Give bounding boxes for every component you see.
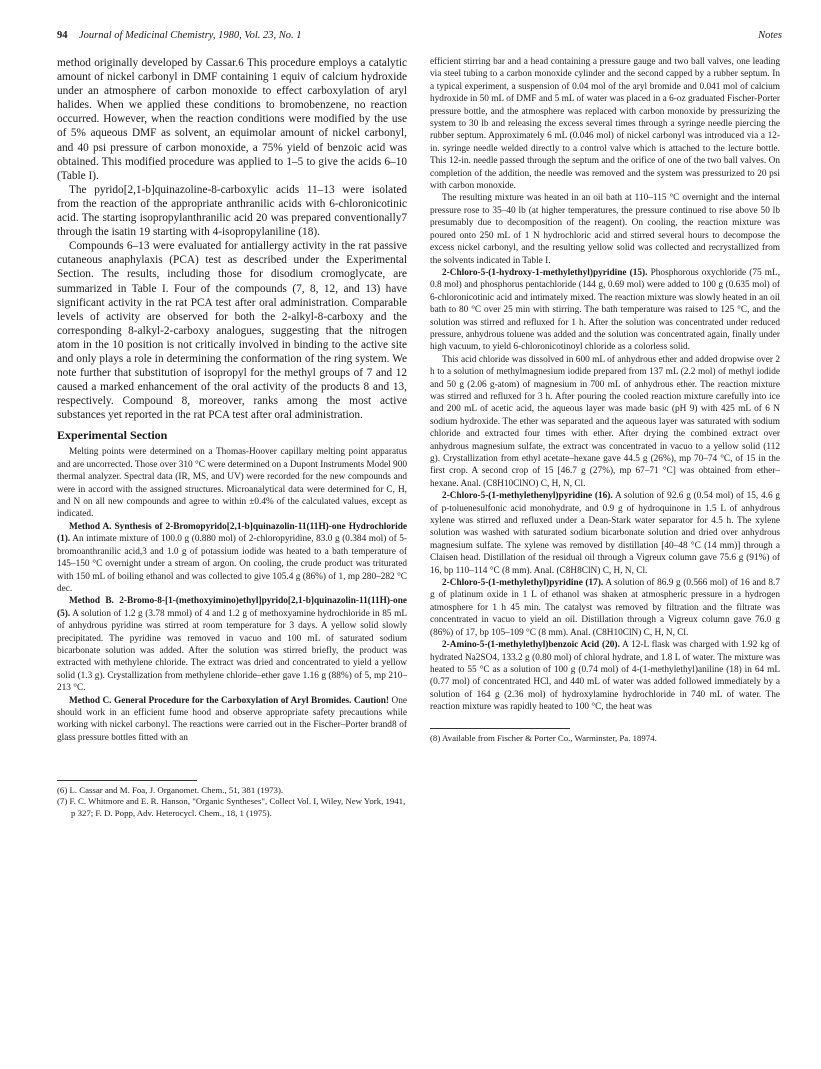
footnote-rule (430, 728, 570, 729)
section-label: Notes (758, 30, 782, 41)
method-b-text: A solution of 1.2 g (3.78 mmol) of 4 and 1.2 g of methoxyamine hydrochloride in 85 mL of anhydrous pyridine was stirred at room temperature for 3 days. A yellow solid slowly precipitated. The pyridine was removed in vacuo and 100 mL of saturated sodium bicarbonate solution was added. After the solution was stirred briefly, the product was extracted with methylene chloride. The extract was dried and concentrated to yield a yellow solid (1.3 g). Crystallization from methylene chloride–ether gave 1.16 g (88%) of 5, mp 210–213 °C. (57, 608, 407, 694)
compound-20-paragraph (430, 639, 780, 713)
compound-15-text: Phosphorous oxychloride (75 mL, 0.8 mol) and phosphorus pentachloride (144 g, 0.69 mol) were added to 100 g (0.635 mol) of 6-chloronicotinic acid and intimately mixed. The reaction mixture was slowly heated in an oil bath to 80 °C over 25 min with stirring. The bath temperature was raised to 125 °C, and the solution was stirred and refluxed for 1 h. After the solution was concentrated under reduced pressure, anhydrous toluene was added and the solution was concentrated again, finally under high vacuum, to yield 6-chloronicotinoyl chloride as a colorless solid. (430, 267, 780, 353)
compound-17-paragraph (430, 577, 780, 639)
compound-15-paragraph (430, 267, 780, 354)
paragraph: The resulting mixture was heated in an oil bath at 110–115 °C overnight and the internal pressure rose to 35–40 lb (at higher temperatures, the pressure continued to rise above 50 lb presumably due to decomposition of the reagent). On cooling, the reaction mixture was poured onto 250 mL of 1 N hydrochloric acid and stirred several hours to decompose the excess nickel carbonyl, and the resulting yellow solid was collected and recrystallized from the solvents indicated in Table I. (430, 193, 780, 266)
method-b-paragraph (57, 595, 407, 694)
method-a-paragraph (57, 521, 407, 595)
compound-17-title: 2-Chloro-5-(1-methylethyl)pyridine (17). (442, 578, 604, 589)
right-column (430, 56, 780, 1051)
page-number: 94 (57, 30, 68, 41)
section-heading: Experimental Section (57, 428, 168, 443)
method-b-title: Method B. 2-Bromo-8-[1-(methoxyimino)ethyl]pyrido[2,1-b]quinazolin-11(11H)-one (5). (57, 596, 407, 619)
paragraph: efficient stirring bar and a head containing a pressure gauge and two ball valves, one leading via steel tubing to a carbon monoxide cylinder and the second capped by a rubber septum. In a typical experiment, a suspension of 0.04 mol of the aryl bromide and 0.041 mol of calcium hydroxide in 50 mL of DMF and 5 mL of water was placed in a 6-oz graduated Fischer-Porter pressure bottle, and the atmosphere was replaced with carbon monoxide by pressurizing the system to 30 lb and releasing the excess several times through a syringe needle piercing the rubber septum. Approximately 6 mL (0.046 mol) of nickel carbonyl was introduced via a 12-in. syringe needle welded directly to a control valve which is attached to the lecture bottle. This 12-in. needle passed through the septum and the orifice of one of the two ball valves. On completion of the addition, the needle was removed and the system was pressurized to 20 psi with carbon monoxide. (430, 57, 780, 192)
compound-16-title: 2-Chloro-5-(1-methylethenyl)pyridine (16). (442, 491, 613, 502)
footnote-rule (57, 780, 197, 781)
method-c-text: One should work in an efficient fume hood and observe appropriate safety precautions while working with nickel carbonyl. The reactions were carried out in the Fischer–Porter brand8 of glass pressure bottles fitted with an (57, 695, 407, 743)
running-header (57, 30, 782, 46)
compound-20-text: A 12-L flask was charged with 1.92 kg of hydrated Na2SO4, 133.2 g (0.80 mol) of chloral hydrate, and 1.8 L of water. The mixture was heated to 55 °C as a solution of 100 g (0.74 mol) of 4-(1-methylethyl)aniline (18) in 64 mL (0.77 mol) of concentrated HCl, and 440 mL of water was added followed immediately by a solution of 164 g (2.36 mol) of hydroxylamine hydrochloride in 740 mL of water. The reaction mixture was rapidly heated to 100 °C, the heat was (430, 640, 780, 713)
method-c-paragraph (57, 695, 407, 745)
footnote: (8) Available from Fischer & Porter Co., Warminster, Pa. 18974. (430, 732, 657, 743)
compound-20-title: 2-Amino-5-(1-methylethyl)benzoic Acid (20). (442, 640, 620, 651)
footnote: (6) L. Cassar and M. Foa, J. Organomet. Chem., 51, 381 (1973). (57, 785, 284, 796)
compound-15-title: 2-Chloro-5-(1-hydroxy-1-methylethyl)pyridine (15). (442, 267, 648, 278)
compound-16-text: A solution of 92.6 g (0.54 mol) of 15, 4.6 g of p-toluenesulfonic acid monohydrate, and 0.9 g of hydroquinone in 1.5 L of anhydrous xylene was stirred and refluxed under a Dean-Stark water separator for 4.5 h. The xylene solution was washed with saturated sodium bicarbonate solution and dried over anhydrous magnesium sulfate. The xylene was removed by distillation [40–48 °C (14 mm)] through a Claisen head. Distillation of the residual oil through a Vigreux column gave 75.6 g (91%) of 16, bp 110–114 °C (8 mm). Anal. (C8H8ClN) C, H, N, Cl. (430, 491, 780, 576)
compound-16-paragraph (430, 490, 780, 577)
journal-citation: Journal of Medicinal Chemistry, 1980, Vol. 23, No. 1 (79, 30, 302, 41)
left-column (57, 56, 407, 1051)
method-c-title: Method C. General Procedure for the Carboxylation of Aryl Bromides. Caution! (69, 695, 390, 706)
compound-17-text: A solution of 86.9 g (0.566 mol) of 16 and 8.7 g of platinum oxide in 1 L of ethanol was shaken at atmospheric pressure in a hydrogen atmosphere for 1 h 45 min. The catalyst was removed by filtration and the filtrate was concentrated in vacuo to yield an oil. Distillation through a Vigreux column gave 76.0 g (86%) of 17, bp 105–109 °C (8 mm). Anal. (C8H10ClN) C, H, N, Cl. (430, 578, 780, 638)
paragraph: Compounds 6–13 were evaluated for antiallergy activity in the rat passive cutaneous anaphylaxis (PCA) test as described under the Experimental Section. The results, including those for disodium cromoglycate, are summarized in Table I. Four of the compounds (7, 8, 12, and 13) have significant activity in the rat PCA test after oral administration. Comparable levels of activity are observed for both the 2-alkyl-8-carboxy and the corresponding 8-alkyl-2-carboxy analogues, suggesting that the nitrogen atom in the 10 position is not critically involved in binding to the active site and only plays a role in determining the conformation of the ring system. We note further that substitution of isopropyl for the methyl groups of 7 and 12 caused a marked enhancement of the oral activity of the products 8 and 13, respectively. Compound 8, moreover, ranks among the most active substances yet reported in the rat PCA test after oral administration. (57, 240, 407, 422)
paragraph: The pyrido[2,1-b]quinazoline-8-carboxylic acids 11–13 were isolated from the reaction of the appropriate anthranilic acids with 6-chloronicotinic acid. The starting isopropylanthranilic acid 20 was prepared conventionally7 through the isatin 19 starting with 4-isopropylaniline (18). (57, 183, 407, 239)
paragraph: This acid chloride was dissolved in 600 mL of anhydrous ether and added dropwise over 2 h to a solution of methylmagnesium iodide prepared from 137 mL (2.2 mol) of methyl iodide and 50 g (2.06 g-atom) of magnesium in 700 mL of anhydrous ether. The reaction mixture was stirred and refluxed for 3 h. After pouring the cooled reaction mixture carefully into ice and 200 mL of acetic acid, the aqueous layer was made basic (pH 9) with 425 mL of 6 N sodium hydroxide. The ether was separated and the aqueous layer was saturated with sodium chloride and extracted four times with ether. After drying the combined extract over anhydrous magnesium sulfate, the extract was concentrated in vacuo to a yellow solid (112 g). Crystallization from ethyl acetate–hexane gave 44.5 g (26%), mp 70–74 °C, of 15 in the first crop. A second crop of 15 [46.7 g (27%), mp 67–71 °C] was obtained from ether–hexane. Anal. (C8H10ClNO) C, H, N, Cl. (430, 354, 780, 489)
paragraph: method originally developed by Cassar.6 This procedure employs a catalytic amount of nickel carbonyl in DMF containing 1 equiv of calcium hydroxide under an atmosphere of carbon monoxide to effect carboxylation of aryl halides. When we applied these conditions to bromobenzene, no reaction occurred. However, when the reaction conditions were modified by the use of 5% aqueous DMF as solvent, an equimolar amount of nickel carbonyl, and 40 psi pressure of carbon monoxide, a 75% yield of benzoic acid was obtained. This modified procedure was applied to 1–5 to give the acids 6–10 (Table I). (57, 57, 407, 182)
method-a-text: An intimate mixture of 100.0 g (0.880 mol) of 2-chloropyridine, 83.0 g (0.384 mol) of 5-bromoanthranilic acid,3 and 1.0 g of potassium iodide was heated to a bath temperature of 145–150 °C overnight under a stream of argon. On cooling, the crude product was triturated with 150 mL of boiling ethanol and was collected to give 105.4 g (86%) of 1, mp 280–282 °C dec. (57, 534, 407, 594)
method-a-title: Method A. Synthesis of 2-Bromopyrido[2,1-b]quinazolin-11(11H)-one Hydrochloride (1). (57, 521, 407, 545)
footnote: (7) F. C. Whitmore and E. R. Hanson, "Organic Syntheses", Collect Vol. I, Wiley, New York, 1941, p 327; F. D. Popp, Adv. Heterocycl. Chem., 18, 1 (1975). (57, 796, 406, 818)
paragraph: Melting points were determined on a Thomas-Hoover capillary melting point apparatus and are uncorrected. Those over 310 °C were determined on a Dupont Instruments Model 900 thermal analyzer. Spectral data (IR, MS, and UV) were recorded for the new compounds and were in accord with the assigned structures. Microanalytical data were determined for C, H, and N on all new compounds and agree to within ±0.4% of the calculated values, except as indicated. (57, 447, 407, 520)
